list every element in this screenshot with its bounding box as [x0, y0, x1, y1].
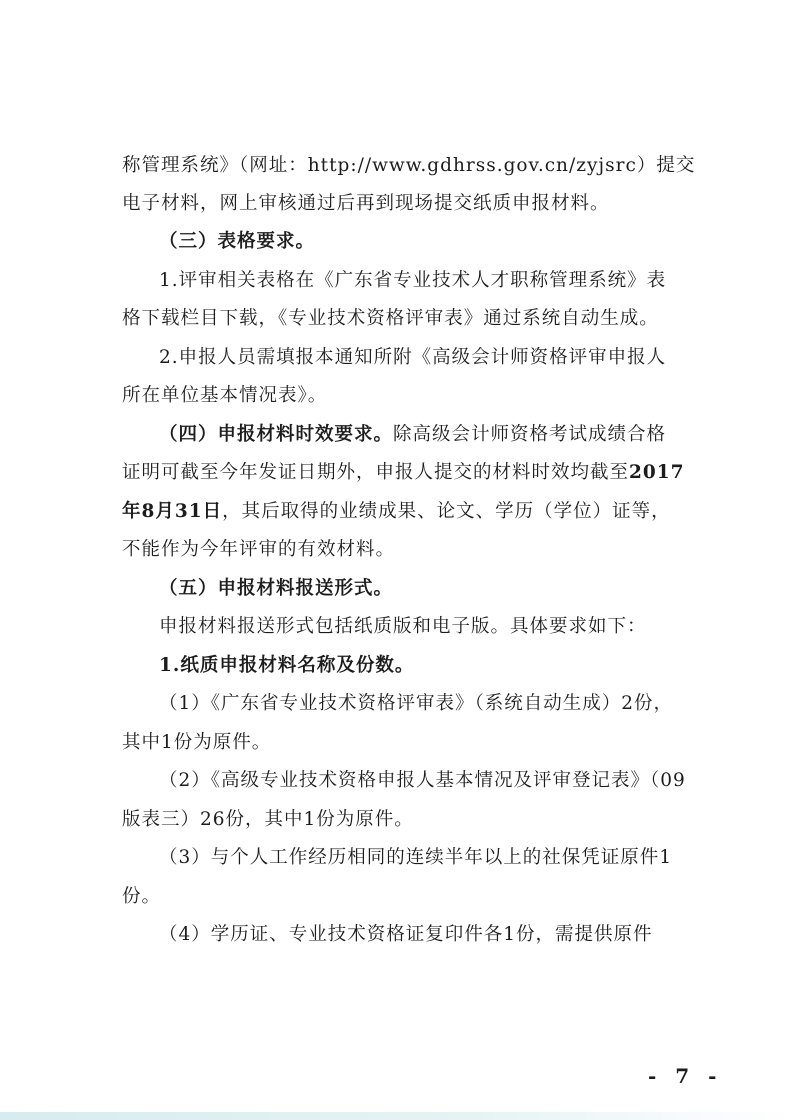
section-heading-submission: （五）申报材料报送形式。 [159, 578, 394, 599]
paragraph-line-11: 不能作为今年评审的有效材料。 [122, 539, 396, 560]
list-item-1-line-1: （1）《广东省专业技术资格评审表》（系统自动生成）2份， [159, 693, 674, 714]
paragraph-line-5: 格下载栏目下载，《专业技术资格评审表》通过系统自动生成。 [122, 308, 659, 329]
paragraph-line-6: 2.申报人员需填报本通知所附《高级会计师资格评审申报人 [159, 347, 667, 368]
paragraph-line-10: 年8月31日，其后取得的业绩成果、论文、学历（学位）证等， [122, 501, 671, 522]
list-item-3-line-2: 份。 [122, 886, 162, 907]
scan-edge-strip [0, 1112, 794, 1120]
paragraph-line-4: 1.评审相关表格在《广东省专业技术人才职称管理系统》表 [159, 270, 667, 291]
paragraph-line-13: 申报材料报送形式包括纸质版和电子版。具体要求如下： [159, 616, 647, 637]
paragraph-line-1: 称管理系统》（网址：http://www.gdhrss.gov.cn/zyjsrc）提交 [122, 155, 696, 176]
subheading-paper-materials: 1.纸质申报材料名称及份数。 [159, 655, 415, 676]
list-item-2-line-2: 版表三）26份，其中1份为原件。 [122, 809, 414, 830]
list-item-2-line-1: （2）《高级专业技术资格申报人基本情况及评审登记表》（09 [159, 770, 686, 791]
page-number: - 7 - [648, 1064, 723, 1088]
section-heading-validity: （四）申报材料时效要求。除高级会计师资格考试成绩合格 [159, 424, 667, 445]
section-heading-forms: （三）表格要求。 [159, 231, 316, 252]
paragraph-line-9: 证明可截至今年发证日期外，申报人提交的材料时效均截至2017 [122, 462, 685, 483]
paragraph-line-7: 所在单位基本情况表》。 [122, 385, 328, 406]
list-item-3-line-1: （3）与个人工作经历相同的连续半年以上的社保凭证原件1 [159, 847, 673, 868]
list-item-4-line-1: （4）学历证、专业技术资格证复印件各1份，需提供原件 [159, 924, 653, 945]
paragraph-line-2: 电子材料，网上审核通过后再到现场提交纸质申报材料。 [122, 193, 610, 214]
list-item-1-line-2: 其中1份为原件。 [122, 732, 272, 753]
